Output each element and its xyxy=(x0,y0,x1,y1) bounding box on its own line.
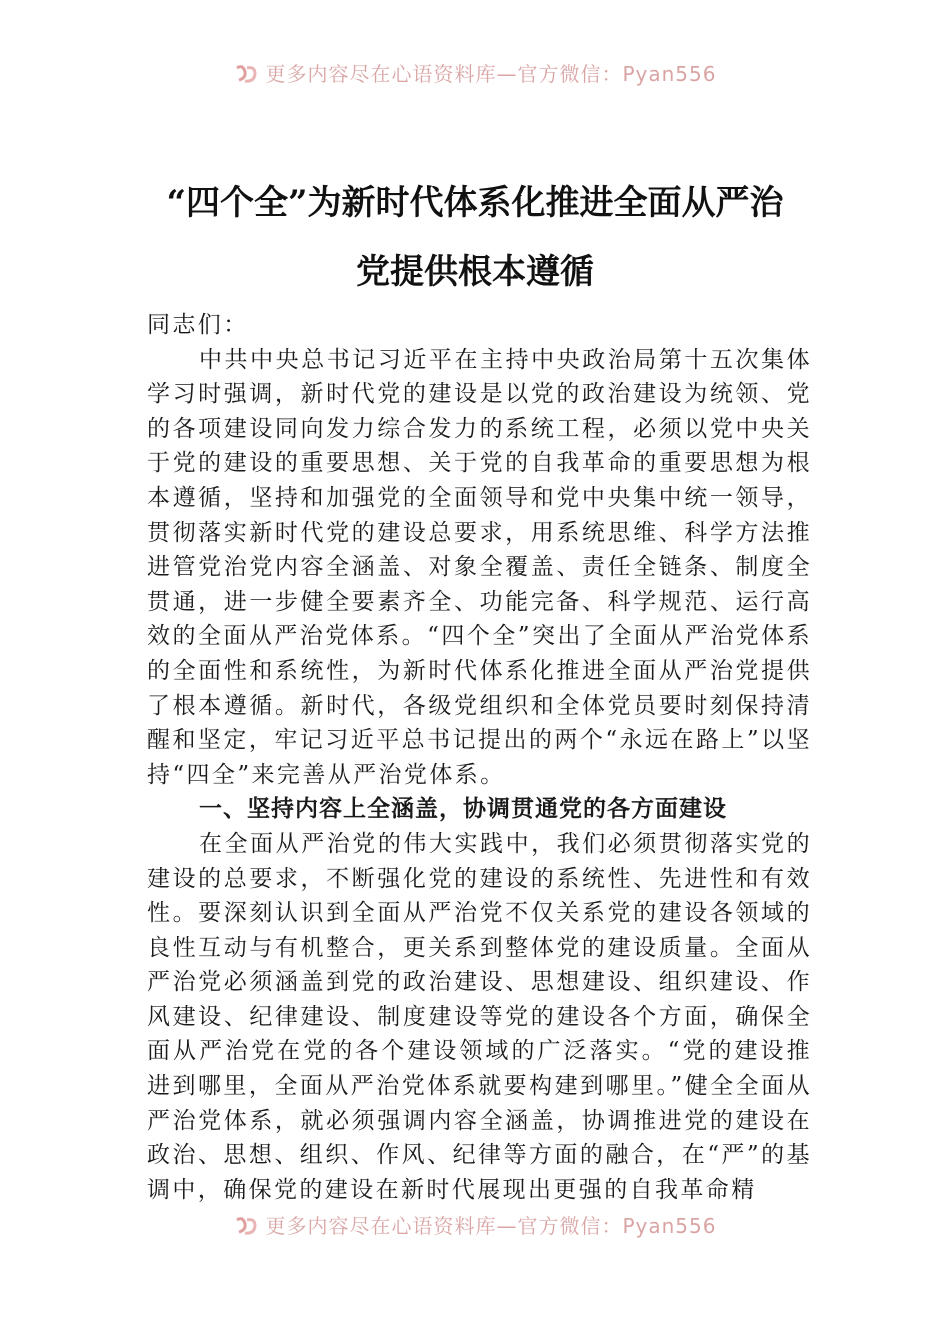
document-title-line-2: 党提供根本遵循 xyxy=(356,252,594,292)
watermark-footer xyxy=(0,1210,950,1239)
watermark-text: 更多内容尽在心语资料库—官方微信：Pyan556 xyxy=(265,1214,717,1238)
body-paragraph: 中共中央总书记习近平在主持中央政治局第十五次集体学习时强调，新时代党的建设是以党的政治建设为统领、党的各项建设同向发力综合发力的系统工程，必须以党中央关于党的建设的重要思想、关于党的自我革命的重要思想为根本遵循，坚持和加强党的全面领导和党中央集中统一领导，贯彻落实新时代党的建设总要求，用系统思维、科学方法推进管党治党内容全涵盖、对象全覆盖、责任全链条、制度全贯通，进一步健全要素齐全、功能完备、科学规范、运行高效的全面从严治党体系。“四个全”突出了全面从严治党体系的全面性和系统性，为新时代体系化推进全面从严治党提供了根本遵循。新时代，各级党组织和全体党员要时刻保持清醒和坚定，牢记习近平总书记提出的两个“永远在路上”以坚持“四全”来完善从严治党体系。 xyxy=(147,346,812,788)
section-heading: 一、坚持内容上全涵盖，协调贯通党的各方面建设 xyxy=(199,796,727,823)
watermark-text: 更多内容尽在心语资料库—官方微信：Pyan556 xyxy=(265,62,717,86)
document-body xyxy=(147,308,812,1207)
document-title-line-1: “四个全”为新时代体系化推进全面从严治 xyxy=(166,183,784,223)
watermark-header xyxy=(0,58,950,87)
watermark-logo-icon xyxy=(233,1216,259,1236)
watermark-logo-icon xyxy=(233,64,259,84)
salutation: 同志们： xyxy=(147,312,249,338)
body-paragraph: 在全面从严治党的伟大实践中，我们必须贯彻落实党的建设的总要求，不断强化党的建设的系统性、先进性和有效性。要深刻认识到全面从严治党不仅关系党的建设各领域的良性互动与有机整合，更关系到整体党的建设质量。全面从严治党必须涵盖到党的政治建设、思想建设、组织建设、作风建设、纪律建设、制度建设等党的建设各个方面，确保全面从严治党在党的各个建设领域的广泛落实。“党的建设推进到哪里，全面从严治党体系就要构建到哪里。”健全全面从严治党体系，就必须强调内容全涵盖，协调推进党的建设在政治、思想、组织、作风、纪律等方面的融合，在“严”的基调中，确保党的建设在新时代展现出更强的自我革命精 xyxy=(147,830,812,1203)
